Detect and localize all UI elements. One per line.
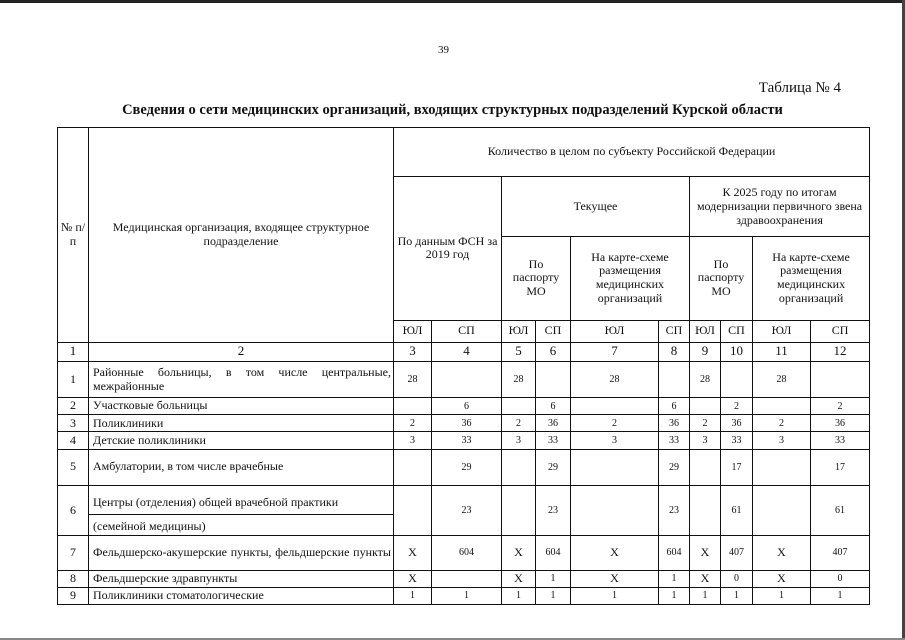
cell-value: 1 (753, 587, 811, 604)
cell-value (394, 449, 432, 485)
header-sp: СП (811, 320, 870, 342)
org-name-line-2: (семейной медицины) (93, 518, 206, 533)
cell-value: 17 (721, 449, 753, 485)
cell-value: 407 (721, 536, 753, 570)
cell-value: X (394, 570, 432, 587)
row-number: 5 (58, 449, 89, 485)
cell-value: 29 (432, 449, 502, 485)
table-row (58, 536, 870, 570)
cell-value: 28 (394, 361, 432, 397)
header-sp: СП (659, 320, 690, 342)
header-passport-current: По паспорту МО (502, 236, 571, 320)
cell-value: 28 (571, 361, 659, 397)
cell-value: 1 (536, 587, 571, 604)
header-total: Количество в целом по субъекту Российской Федерации (394, 128, 870, 177)
cell-value: 36 (721, 415, 753, 432)
cell-value (571, 485, 659, 535)
row-number: 9 (58, 587, 89, 604)
cell-value: X (753, 570, 811, 587)
cell-value: 28 (753, 361, 811, 397)
cell-value (394, 398, 432, 415)
cell-value: 407 (811, 536, 870, 570)
cell-value: 0 (721, 570, 753, 587)
cell-value: 604 (432, 536, 502, 570)
cell-value: 29 (536, 449, 571, 485)
cell-value: 2 (811, 398, 870, 415)
cell-value: 33 (721, 432, 753, 449)
column-number: 10 (721, 342, 753, 361)
cell-value (394, 485, 432, 535)
org-name (89, 536, 394, 570)
cell-value (432, 361, 502, 397)
cell-value (571, 398, 659, 415)
column-number: 2 (89, 342, 394, 361)
column-number: 4 (432, 342, 502, 361)
cell-value (571, 449, 659, 485)
cell-value: 6 (536, 398, 571, 415)
cell-value (690, 485, 721, 535)
column-number: 9 (690, 342, 721, 361)
row-number: 8 (58, 570, 89, 587)
cell-value: 17 (811, 449, 870, 485)
org-name: Фельдшерские здравпункты (89, 570, 394, 587)
cell-value: 1 (432, 587, 502, 604)
org-name (89, 485, 394, 535)
cell-value: X (753, 536, 811, 570)
header-num: № п/п (58, 128, 89, 343)
cell-value: 0 (811, 570, 870, 587)
cell-value: 36 (659, 415, 690, 432)
column-number: 6 (536, 342, 571, 361)
cell-value: 61 (811, 485, 870, 535)
column-number: 3 (394, 342, 432, 361)
org-name: Поликлиники (89, 415, 394, 432)
header-sp: СП (721, 320, 753, 342)
cell-value: 33 (536, 432, 571, 449)
cell-value: 3 (394, 432, 432, 449)
header-map-current: На карте-схеме размещения медицинских организаций (571, 236, 690, 320)
cell-value: 604 (659, 536, 690, 570)
cell-value (753, 398, 811, 415)
cell-value: 6 (432, 398, 502, 415)
org-name (89, 361, 394, 397)
org-name-line-1: Центры (отделения) общей врачебной практики (93, 494, 339, 509)
table-row (58, 587, 870, 604)
header-2025: К 2025 году по итогам модернизации первичного звена здравоохранения (690, 177, 870, 236)
table-row (58, 361, 870, 397)
cell-value: 1 (536, 570, 571, 587)
row-number: 1 (58, 361, 89, 397)
column-number: 8 (659, 342, 690, 361)
cell-value: 2 (502, 415, 536, 432)
column-number: 5 (502, 342, 536, 361)
header-passport-2025: По паспорту МО (690, 236, 753, 320)
org-name: Участковые больницы (89, 398, 394, 415)
org-name-text: Районные больницы, в том числе центральные, межрайонные (93, 364, 391, 393)
cell-value (753, 485, 811, 535)
document-title: Сведения о сети медицинских организаций, входящих структурных подразделений Курской области (122, 102, 783, 118)
table-row (58, 485, 870, 535)
page-number: 39 (438, 44, 449, 56)
header-fsn: По данным ФСН за 2019 год (394, 177, 502, 320)
org-name: Поликлиники стоматологические (89, 587, 394, 604)
row-divider (89, 514, 393, 515)
scan-edge-top (0, 0, 905, 3)
row-number: 2 (58, 398, 89, 415)
cell-value (432, 570, 502, 587)
cell-value (659, 361, 690, 397)
header-yul: ЮЛ (690, 320, 721, 342)
cell-value: 2 (571, 415, 659, 432)
cell-value: X (571, 570, 659, 587)
header-sp: СП (432, 320, 502, 342)
cell-value: 28 (502, 361, 536, 397)
cell-value: 33 (811, 432, 870, 449)
cell-value: 1 (811, 587, 870, 604)
cell-value: 33 (659, 432, 690, 449)
table-row (58, 432, 870, 449)
cell-value: 61 (721, 485, 753, 535)
cell-value: 2 (394, 415, 432, 432)
cell-value: X (502, 536, 536, 570)
cell-value: 2 (690, 415, 721, 432)
table-row (58, 415, 870, 432)
cell-value: X (394, 536, 432, 570)
cell-value (536, 361, 571, 397)
cell-value: 1 (659, 570, 690, 587)
header-yul: ЮЛ (753, 320, 811, 342)
row-number: 7 (58, 536, 89, 570)
table-row (58, 449, 870, 485)
cell-value: 6 (659, 398, 690, 415)
header-yul: ЮЛ (571, 320, 659, 342)
cell-value: 33 (432, 432, 502, 449)
cell-value: 23 (536, 485, 571, 535)
column-number: 1 (58, 342, 89, 361)
column-number: 11 (753, 342, 811, 361)
cell-value: 1 (571, 587, 659, 604)
cell-value: X (502, 570, 536, 587)
medical-network-table (57, 127, 870, 605)
column-number: 12 (811, 342, 870, 361)
table-row (58, 570, 870, 587)
table-label: Таблица № 4 (758, 80, 841, 96)
cell-value: 23 (432, 485, 502, 535)
table-row (58, 398, 870, 415)
row-number: 3 (58, 415, 89, 432)
cell-value (811, 361, 870, 397)
org-name: Амбулатории, в том числе врачебные (89, 449, 394, 485)
cell-value: 1 (721, 587, 753, 604)
cell-value: 1 (394, 587, 432, 604)
cell-value (753, 449, 811, 485)
cell-value: 36 (432, 415, 502, 432)
row-number: 4 (58, 432, 89, 449)
cell-value (690, 398, 721, 415)
cell-value: 23 (659, 485, 690, 535)
column-number: 7 (571, 342, 659, 361)
cell-value: 1 (690, 587, 721, 604)
header-current: Текущее (502, 177, 690, 236)
row-number: 6 (58, 485, 89, 535)
cell-value: X (690, 570, 721, 587)
cell-value (721, 361, 753, 397)
cell-value: 36 (536, 415, 571, 432)
cell-value: X (571, 536, 659, 570)
cell-value: 3 (571, 432, 659, 449)
cell-value: 604 (536, 536, 571, 570)
org-name-text: Фельдшерско-акушерские пункты, фельдшерские пункты (93, 545, 391, 560)
header-sp: СП (536, 320, 571, 342)
cell-value: 2 (721, 398, 753, 415)
header-map-2025: На карте-схеме размещения медицинских организаций (753, 236, 870, 320)
cell-value: 1 (659, 587, 690, 604)
header-yul: ЮЛ (394, 320, 432, 342)
cell-value: 29 (659, 449, 690, 485)
cell-value: X (690, 536, 721, 570)
header-org: Медицинская организация, входящее структурное подразделение (89, 128, 394, 343)
header-yul: ЮЛ (502, 320, 536, 342)
cell-value: 2 (753, 415, 811, 432)
cell-value (502, 485, 536, 535)
cell-value: 36 (811, 415, 870, 432)
org-name: Детские поликлиники (89, 432, 394, 449)
cell-value (502, 398, 536, 415)
cell-value (690, 449, 721, 485)
cell-value: 3 (690, 432, 721, 449)
cell-value: 28 (690, 361, 721, 397)
cell-value: 3 (753, 432, 811, 449)
cell-value (502, 449, 536, 485)
cell-value: 1 (502, 587, 536, 604)
column-number-row (58, 342, 870, 361)
cell-value: 3 (502, 432, 536, 449)
